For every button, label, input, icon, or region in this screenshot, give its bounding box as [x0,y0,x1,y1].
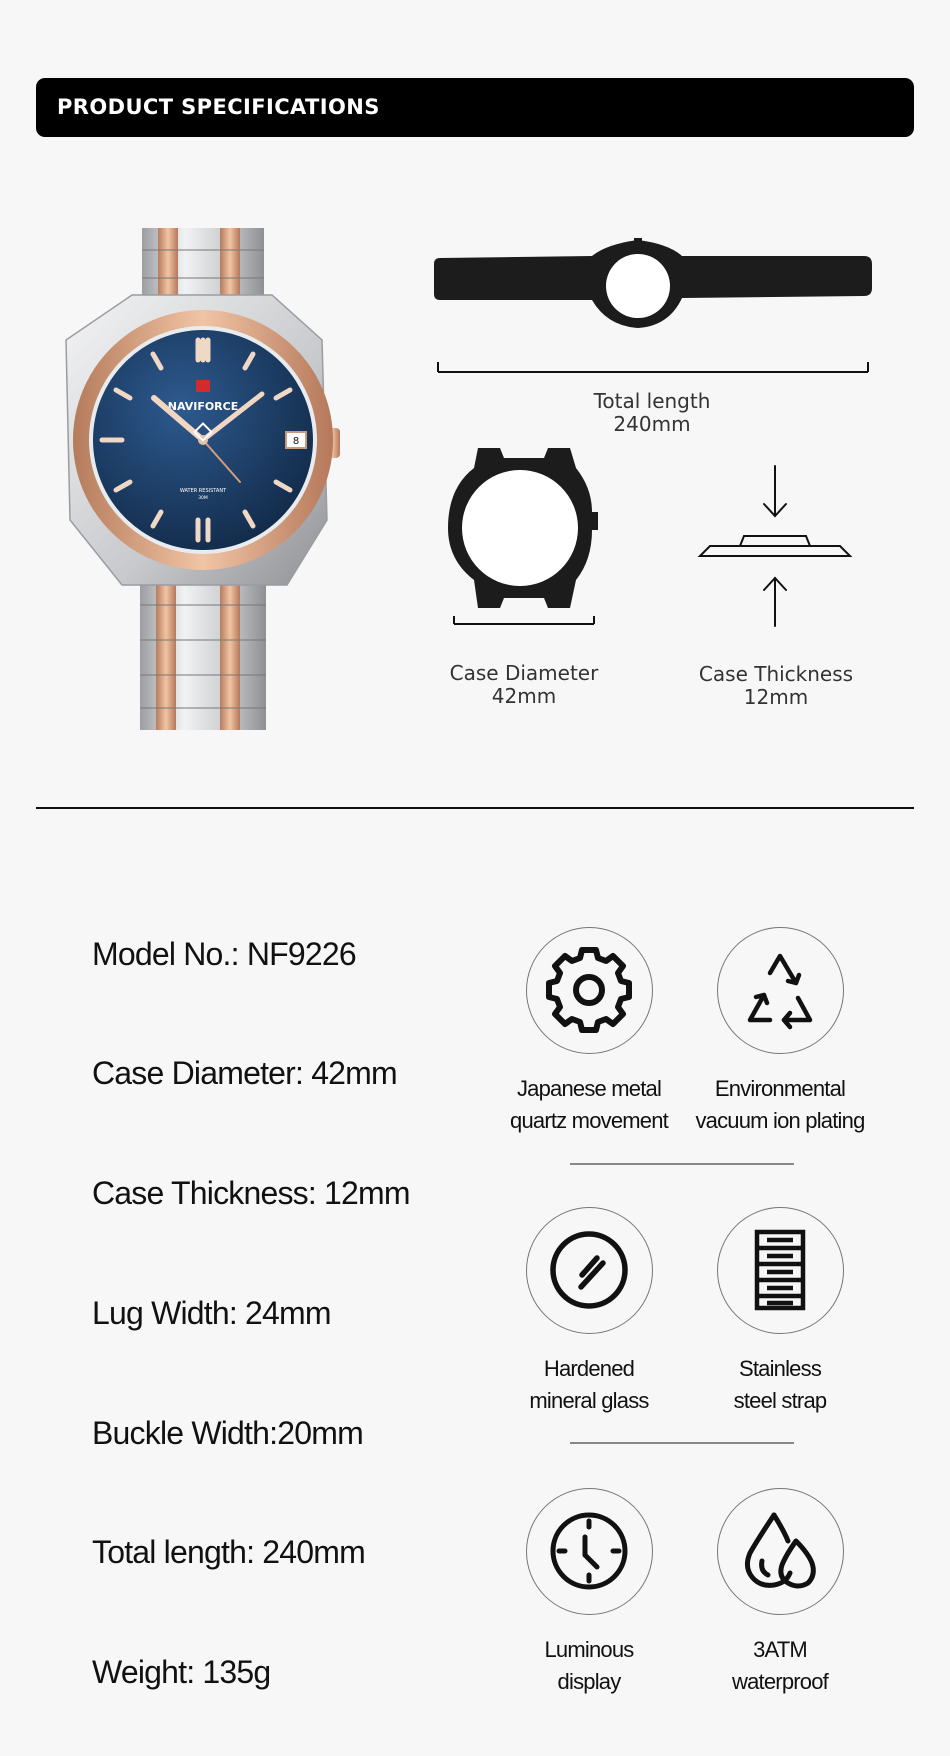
dial-subtext: 30M [198,496,208,501]
water-drops-icon [718,1489,842,1613]
feature-line: Stainless [738,1356,822,1381]
case-thickness-caption [676,663,876,709]
feature-line: vacuum ion plating [695,1108,865,1133]
case-diameter-diagram [446,448,606,628]
spec-buckle-width: Buckle Width:20mm [92,1415,363,1451]
recycle-icon [718,928,842,1052]
feature-line: waterproof [732,1669,828,1694]
case-thickness-label: Case Thickness [698,662,854,686]
feature-line: quartz movement [510,1108,668,1133]
total-length-label: Total length [593,389,711,413]
spec-weight: Weight: 135g [92,1654,271,1690]
total-length-diagram [432,234,874,374]
feature-line: Hardened [543,1356,635,1381]
case-thickness-value: 12mm [743,685,809,709]
strap-icon [718,1208,842,1332]
feature-line: steel strap [733,1388,827,1413]
case-diameter-label: Case Diameter [449,661,599,685]
feature-line: 3ATM [753,1637,807,1662]
spec-total-length: Total length: 240mm [92,1534,365,1570]
watch-product-image [62,220,362,730]
total-length-caption [552,390,752,436]
spec-case-diameter: Case Diameter: 42mm [92,1055,397,1091]
feature-line: display [557,1669,621,1694]
spec-case-thickness: Case Thickness: 12mm [92,1175,410,1211]
feature-line: Environmental [714,1076,846,1101]
spec-lug-width: Lug Width: 24mm [92,1295,331,1331]
watch-brand: NAVIFORCE [167,400,239,413]
feature-separator [570,1163,794,1165]
dial-text: WATER RESISTANT [179,488,227,494]
glass-icon [527,1208,651,1332]
spec-model-number: Model No.: NF9226 [92,936,356,972]
clock-icon [527,1489,651,1613]
feature-line: mineral glass [529,1388,649,1413]
feature-line: Luminous [544,1637,634,1662]
feature-line: Japanese metal [516,1076,662,1101]
svg-text:8: 8 [292,436,300,447]
banner-title: PRODUCT SPECIFICATIONS [57,95,380,119]
section-divider [36,807,914,809]
case-diameter-value: 42mm [491,684,557,708]
case-thickness-diagram [694,462,856,632]
case-diameter-caption [424,662,624,708]
total-length-value: 240mm [613,412,691,436]
feature-separator [570,1442,794,1444]
gear-icon [527,928,651,1052]
specifications-banner [36,78,914,137]
lower-strap [140,580,266,730]
